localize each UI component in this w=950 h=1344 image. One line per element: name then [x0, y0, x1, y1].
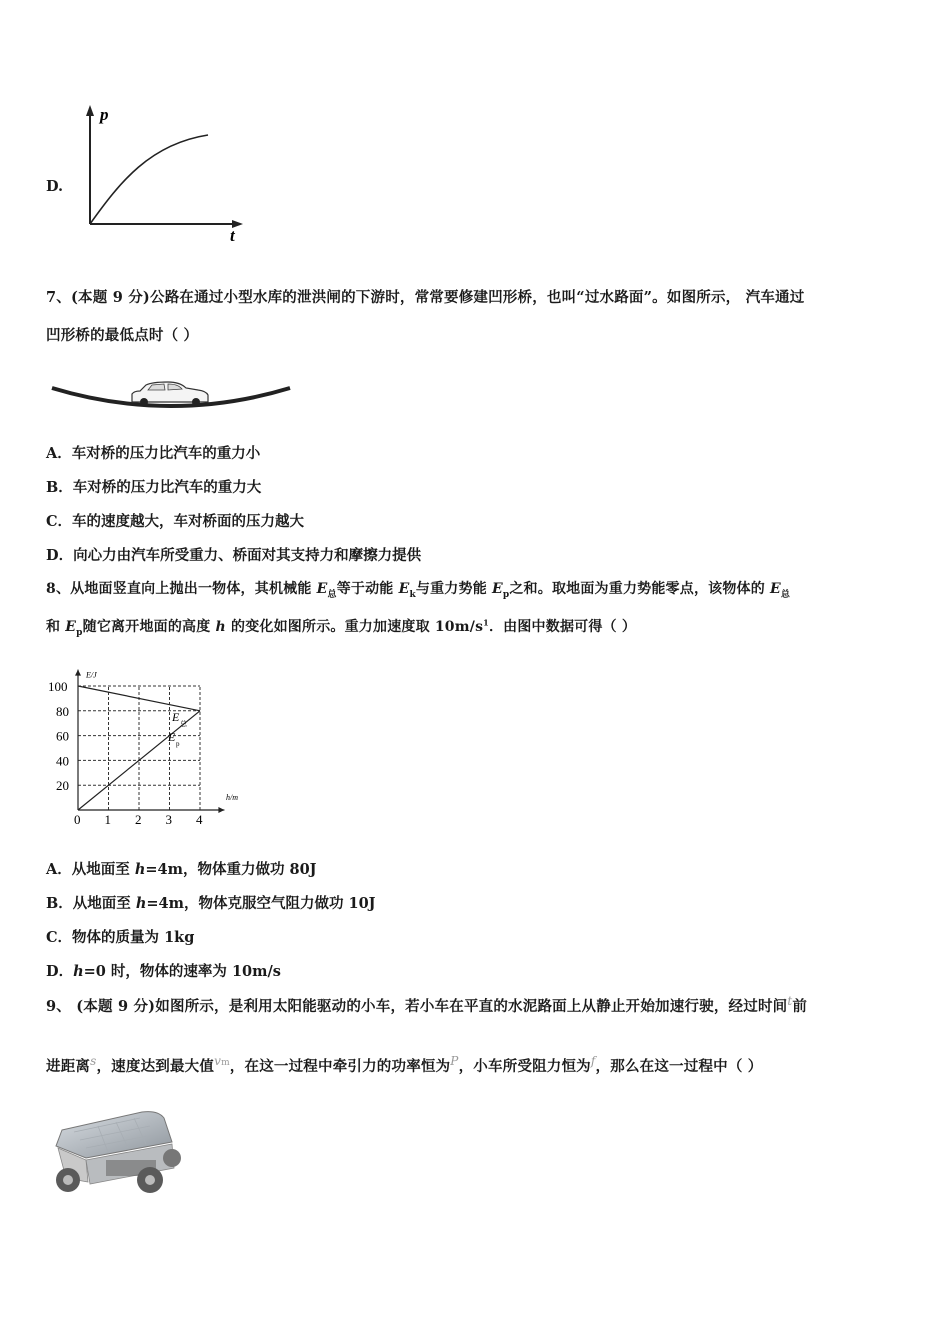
q8-stem-line1: 8、从地面竖直向上抛出一物体，其机械能 $E_总$等于动能 $E_k$与重力势能 $E_p$之和。取地面为重力势能零点，该物体的 $E_总$: [46, 581, 791, 600]
y-tick-label: 80: [56, 703, 69, 719]
q8-option-a: A．从地面至 h=4m，物体重力做功 80J: [46, 861, 317, 878]
solar-car-icon: [56, 1112, 181, 1193]
q7-stem-line2: 凹形桥的最低点时（ ）: [46, 327, 199, 344]
q8-stem-line2: 和 $E_p$随它离开地面的高度 h 的变化如图所示。重力加速度取 $10m/s^1$．由图中数据可得（ ）: [46, 617, 637, 638]
y-tick-label: 60: [56, 728, 69, 744]
q7-option-c: C．车的速度越大，车对桥面的压力越大: [46, 513, 305, 530]
q7-stem-line1: 7、(本题 9 分)公路在通过小型水库的泄洪闸的下游时，常常要修建凹形桥，也叫“过水路面”。如图所示， 汽车通过: [46, 289, 805, 306]
q7-concave-bridge-figure: [48, 372, 294, 414]
q7-option-d: D．向心力由汽车所受重力、桥面对其支持力和摩擦力提供: [46, 547, 422, 564]
q9-solar-car-image: [46, 1108, 186, 1204]
x-tick-label: 2: [135, 812, 142, 826]
q8-option-d: D．h=0 时，物体的速率为 10m/s: [46, 963, 281, 980]
y-tick-label: 20: [56, 778, 69, 794]
q7-option-b: B．车对桥的压力比汽车的重力大: [46, 479, 262, 496]
y-arrow: [86, 105, 94, 116]
y-axis-arrow: [75, 670, 81, 676]
x-tick-label: 4: [196, 812, 203, 826]
q8-option-b: B．从地面至 h=4m，物体克服空气阻力做功 10J: [46, 895, 376, 912]
series-label-ep: E: [168, 729, 176, 744]
q8-energy-height-chart: [44, 650, 254, 826]
q7-option-a: A．车对桥的压力比汽车的重力小: [46, 445, 261, 462]
y-tick-label: 100: [48, 679, 68, 694]
x-tick-label: 3: [165, 812, 172, 826]
q6-pt-graph: [80, 100, 250, 245]
pt-curve: [90, 135, 208, 224]
y-tick-label: 40: [56, 753, 69, 769]
series-label-sub: p: [176, 739, 180, 748]
q8-option-c: C．物体的质量为 1kg: [46, 929, 195, 946]
q6-option-d: D.: [46, 178, 64, 195]
q9-stem-line1: 9、 (本题 9 分)如图所示，是利用太阳能驱动的小车，若小车在平直的水泥路面上从静止开始加速行驶，经过时间$^t$前: [46, 994, 808, 1015]
x-axis-arrow: [218, 807, 224, 813]
x-tick-label: 1: [104, 812, 111, 826]
series-label-e-total: E: [172, 709, 180, 724]
x-label: t: [230, 226, 235, 245]
y-label: p: [100, 105, 109, 124]
car-icon: [132, 382, 208, 406]
series-label-sub: 总: [180, 719, 187, 728]
x-axis-label: h/m: [226, 793, 238, 802]
q9-stem-line2: 进距离$^s$，速度达到最大值$^{vm}$，在这一过程中牵引力的功率恒为$^P$，小车所受阻力恒为$^f$，那么在这一过程中（ ）: [46, 1054, 763, 1075]
y-axis-label: E/J: [86, 670, 97, 680]
x-tick-label: 0: [74, 812, 81, 826]
